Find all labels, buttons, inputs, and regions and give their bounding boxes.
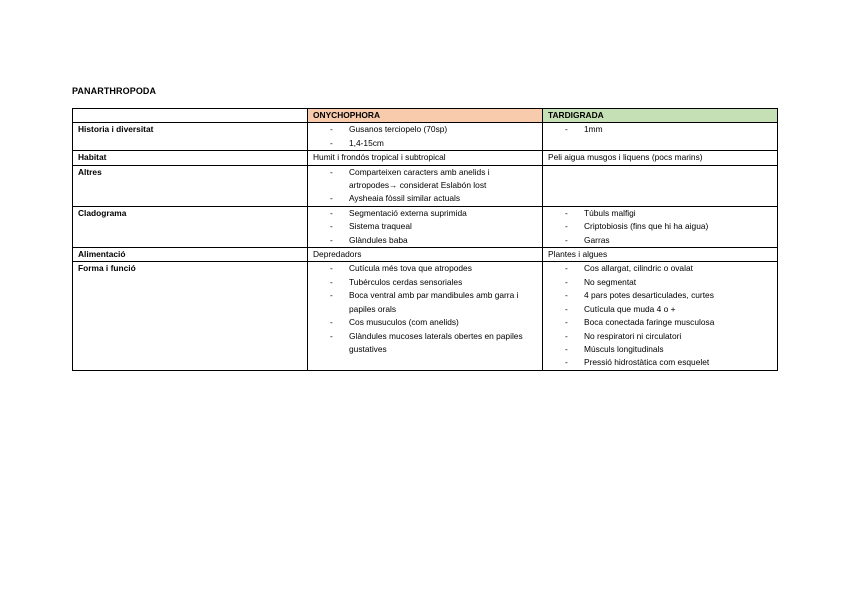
list-item (313, 262, 537, 275)
list-item (548, 330, 772, 343)
row-label: Alimentació (73, 248, 308, 262)
list-item-text: 1,4-15cm (349, 137, 384, 148)
list-item-text: Pressió hidrostàtica com esquelet (584, 357, 710, 368)
list-item (313, 289, 537, 316)
list-item-text: Garras (584, 234, 610, 245)
dash-bullet: - (565, 343, 568, 354)
dash-bullet: - (330, 276, 333, 287)
list-item-text: Boca conectada faringe musculosa (584, 317, 715, 328)
onychophora-cell: Depredadors (308, 248, 543, 262)
list-item-text: Túbuls malfigi (584, 207, 636, 218)
dash-bullet: - (565, 221, 568, 232)
list-item-text: Tubérculos cerdas sensoriales (349, 276, 463, 287)
row-label: Historia i diversitat (73, 123, 308, 151)
list-item (313, 207, 537, 220)
onychophora-cell (308, 123, 543, 151)
tardigrada-cell: Peli aigua musgos i liquens (pocs marins) (543, 151, 778, 165)
row-label: Habitat (73, 151, 308, 165)
list-item-text: No segmentat (584, 276, 637, 287)
dash-bullet: - (330, 137, 333, 148)
dash-bullet: - (565, 207, 568, 218)
list-item (313, 220, 537, 233)
list-item (548, 276, 772, 289)
dash-bullet: - (330, 290, 333, 301)
list-item-text: No respiratori ni circulatori (584, 330, 682, 341)
list-item (548, 356, 772, 369)
table-row-cladograma (73, 206, 778, 247)
list-item (548, 289, 772, 302)
header-blank-cell (73, 109, 308, 123)
list-item (313, 166, 537, 193)
list-item (548, 303, 772, 316)
onychophora-cell (308, 206, 543, 247)
list-item (313, 123, 537, 136)
tardigrada-cell: Plantes i algues (543, 248, 778, 262)
list-item (313, 330, 537, 357)
row-label: Altres (73, 165, 308, 206)
list-item-text: Músculs longitudinals (584, 343, 664, 354)
list-item-text: Boca ventral amb par mandibules amb garra i papiles orals (349, 290, 519, 314)
dash-bullet: - (565, 124, 568, 135)
dash-bullet: - (565, 290, 568, 301)
list-item-text: Glàndules baba (349, 234, 408, 245)
panarthropoda-table (72, 108, 778, 371)
header-row (73, 109, 778, 123)
list-item (313, 316, 537, 329)
tardigrada-cell (543, 262, 778, 370)
table-row-historia (73, 123, 778, 151)
dash-bullet: - (565, 263, 568, 274)
list-item (313, 192, 537, 205)
dash-bullet: - (565, 357, 568, 368)
list-item (548, 316, 772, 329)
dash-bullet: - (330, 193, 333, 204)
list-item-text: Cos allargat, cilindric o ovalat (584, 263, 693, 274)
dash-bullet: - (330, 221, 333, 232)
table-row-habitat (73, 151, 778, 165)
dash-bullet: - (565, 303, 568, 314)
list-item (313, 276, 537, 289)
dash-bullet: - (565, 317, 568, 328)
list-item-text: Aysheaia fòssil similar actuals (349, 193, 461, 204)
table-row-alimentacio (73, 248, 778, 262)
tardigrada-cell (543, 165, 778, 206)
list-item-text: Comparteixen caracters amb anelids i artropodes→ considerat Eslabón lost (349, 166, 490, 191)
dash-bullet: - (565, 234, 568, 245)
table-row-forma (73, 262, 778, 370)
list-item (548, 207, 772, 220)
dash-bullet: - (330, 317, 333, 328)
list-item (548, 262, 772, 275)
list-item (548, 123, 772, 136)
list-item-text: Cutícula més tova que atropodes (349, 263, 472, 274)
list-item-text: Segmentació externa suprimida (349, 207, 467, 218)
dash-bullet: - (330, 330, 333, 341)
document-title: PANARTHROPODA (72, 86, 157, 96)
tardigrada-cell (543, 206, 778, 247)
row-label: Cladograma (73, 206, 308, 247)
dash-bullet: - (330, 166, 333, 177)
list-item-text: Glàndules mucoses laterals obertes en papiles gustatives (349, 330, 523, 354)
row-label: Forma i funció (73, 262, 308, 370)
dash-bullet: - (330, 207, 333, 218)
list-item-text: Gusanos terciopelo (70sp) (349, 124, 448, 135)
onychophora-cell (308, 262, 543, 370)
dash-bullet: - (565, 276, 568, 287)
list-item (313, 137, 537, 150)
onychophora-cell (308, 165, 543, 206)
dash-bullet: - (330, 124, 333, 135)
list-item-text: 1mm (584, 124, 603, 135)
onychophora-cell: Humit i frondós tropical i subtropical (308, 151, 543, 165)
list-item (548, 343, 772, 356)
list-item (313, 234, 537, 247)
table-row-altres (73, 165, 778, 206)
list-item-text: 4 pars potes desarticulades, curtes (584, 290, 714, 301)
tardigrada-cell (543, 123, 778, 151)
header-tardigrada: TARDIGRADA (543, 109, 778, 123)
list-item-text: Cutícula que muda 4 o + (584, 303, 676, 314)
list-item-text: Cos musuculos (com anelids) (349, 317, 459, 328)
list-item-text: Sistema traqueal (349, 221, 412, 232)
list-item (548, 234, 772, 247)
dash-bullet: - (330, 234, 333, 245)
dash-bullet: - (330, 263, 333, 274)
list-item-text: Criptobiosis (fins que hi ha aigua) (584, 221, 709, 232)
header-onychophora: ONYCHOPHORA (308, 109, 543, 123)
list-item (548, 220, 772, 233)
dash-bullet: - (565, 330, 568, 341)
